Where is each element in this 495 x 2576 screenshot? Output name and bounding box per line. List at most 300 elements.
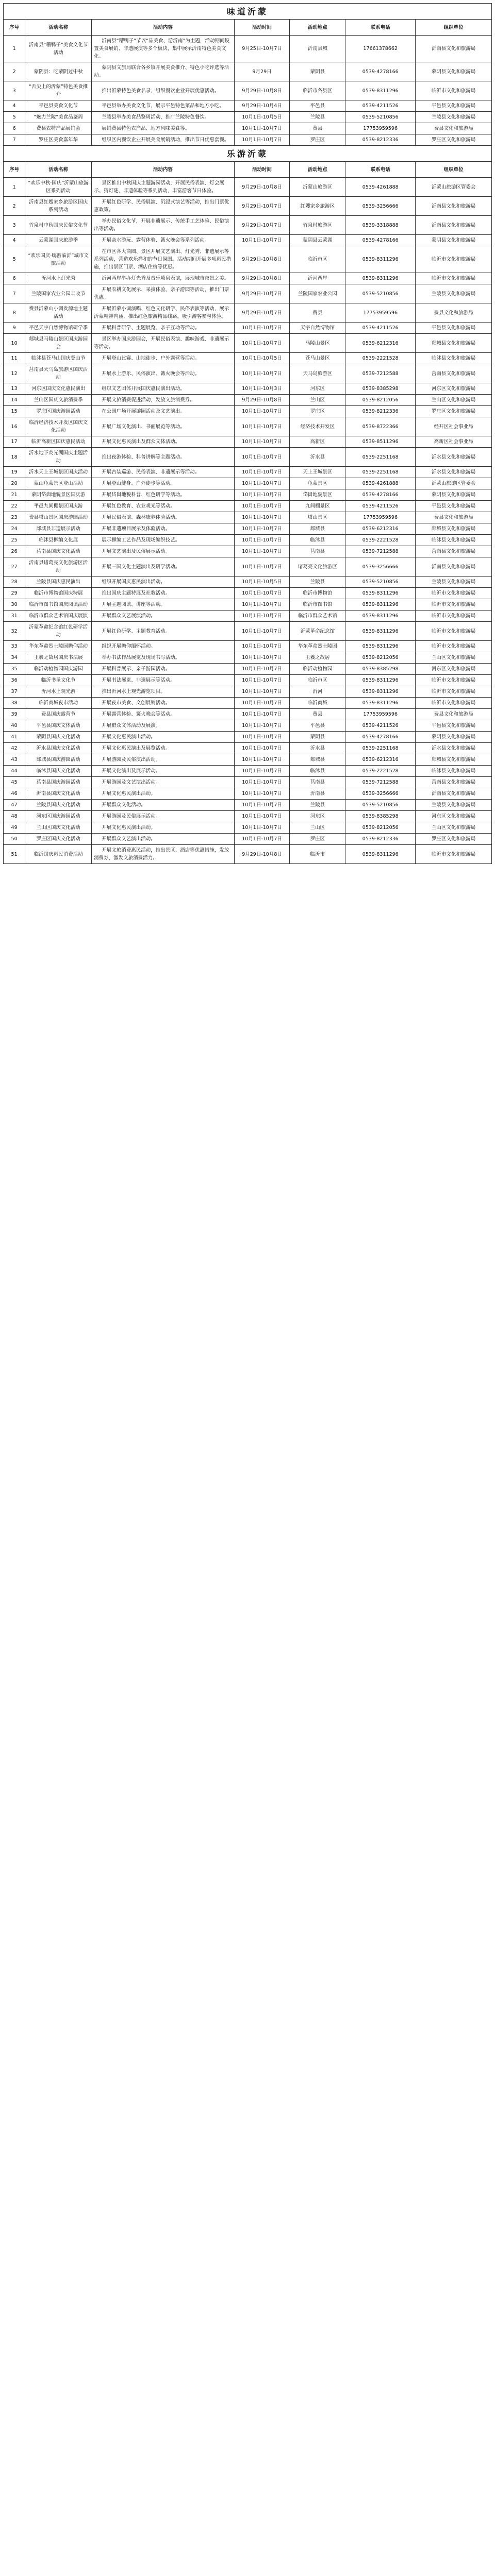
- activity-time: 10月1日-10月7日: [234, 557, 290, 577]
- organizer: 临沂市文化和旅游局: [416, 599, 492, 611]
- activity-content: 开展农耕文化展示、采摘体验、亲子游园等活动，推出门票优惠。: [92, 284, 235, 303]
- activity-content: 推出夜游体验、科普讲解等主题活动。: [92, 448, 235, 467]
- header-cell: 序号: [4, 162, 25, 178]
- contact-phone: 0539-8311296: [345, 675, 416, 686]
- organizer: 费县文化和旅游局: [416, 303, 492, 323]
- activity-content: 景区推出中秋国庆主题游园活动，开展民俗表演、灯会展示、猜灯谜、非遗体验等系列活动，丰富游客节日体验。: [92, 178, 235, 197]
- activity-content: 开展登山健身、户外徒步等活动。: [92, 478, 235, 489]
- activity-content: 开展红色研学、民俗展演、沉浸式演艺等活动，推出门票优惠政策。: [92, 197, 235, 216]
- activity-location: 马陵山景区: [290, 334, 345, 353]
- activity-time: 10月1日-10月7日: [234, 641, 290, 652]
- organizer: 平邑县文化和旅游局: [416, 501, 492, 512]
- organizer: 兰陵县文化和旅游局: [416, 284, 492, 303]
- row-number: 24: [4, 523, 25, 535]
- row-number: 44: [4, 766, 25, 777]
- activity-name: 沂水天上王城景区国庆活动: [25, 467, 92, 478]
- activity-name: 莒南县天马岛旅游区国庆活动: [25, 364, 92, 383]
- activity-location: 临沂市区: [290, 675, 345, 686]
- table-row: [4, 557, 492, 577]
- activity-time: 10月1日-10月7日: [234, 788, 290, 800]
- organizer: 罗庄区文化和旅游局: [416, 834, 492, 845]
- activity-content: 开展游园及民俗演出活动。: [92, 754, 235, 766]
- organizer: 沂南县文化和旅游局: [416, 216, 492, 235]
- table-row: [4, 273, 492, 284]
- table-row: [4, 100, 492, 112]
- organizer: 罗庄区文化和旅游局: [416, 134, 492, 146]
- activity-location: 沂南县城: [290, 36, 345, 62]
- activity-time: 10月1日-10月7日: [234, 686, 290, 698]
- row-number: 3: [4, 216, 25, 235]
- activity-content: 开展古装巡游、民俗表演、非遗展示等活动。: [92, 467, 235, 478]
- organizer: 兰山区文化和旅游局: [416, 652, 492, 664]
- header-cell: 活动名称: [25, 20, 92, 36]
- contact-phone: 0539-2251168: [345, 467, 416, 478]
- activity-name: “舌尖上的沂蒙”特色美食推介: [25, 81, 92, 100]
- activity-content: 开展游园及文艺演出活动。: [92, 777, 235, 788]
- activity-location: 郯城县: [290, 754, 345, 766]
- header-cell: 活动内容: [92, 20, 235, 36]
- activity-content: 组织文艺团体开展国庆惠民演出活动。: [92, 383, 235, 395]
- activity-content: 开展书法展览、非遗展示等活动。: [92, 675, 235, 686]
- organizer: 费县文化和旅游局: [416, 709, 492, 720]
- activity-location: 费县: [290, 123, 345, 134]
- contact-phone: 0539-5210856: [345, 284, 416, 303]
- activity-content: 平邑县举办美食文化节，展示平邑特色菜品和地方小吃。: [92, 100, 235, 112]
- organizer: 河东区文化和旅游局: [416, 664, 492, 675]
- activity-location: 罗庄区: [290, 134, 345, 146]
- activity-location: 临沂市图书馆: [290, 599, 345, 611]
- activity-name: 竹泉村中秋国庆民俗文化节: [25, 216, 92, 235]
- contact-phone: 0539-8311296: [345, 611, 416, 622]
- activity-location: 蒙阴县: [290, 62, 345, 81]
- header-cell: 活动地点: [290, 20, 345, 36]
- row-number: 2: [4, 62, 25, 81]
- organizer: 临沭县文化和旅游局: [416, 766, 492, 777]
- organizer: 郯城县文化和旅游局: [416, 523, 492, 535]
- activity-location: 红嫂家乡旅游区: [290, 197, 345, 216]
- organizer: 平邑县文化和旅游局: [416, 100, 492, 112]
- row-number: 7: [4, 284, 25, 303]
- contact-phone: 0539-8212056: [345, 395, 416, 406]
- table-row: [4, 197, 492, 216]
- activity-location: 罗庄区: [290, 834, 345, 845]
- contact-phone: 0539-8212336: [345, 834, 416, 845]
- activity-name: 费县塔山景区国庆游园活动: [25, 512, 92, 523]
- table-row: [4, 641, 492, 652]
- table-row: [4, 178, 492, 197]
- activity-time: 10月1日-10月7日: [234, 546, 290, 557]
- activity-location: 费县: [290, 303, 345, 323]
- table-row: [4, 436, 492, 448]
- organizer: 兰山区文化和旅游局: [416, 822, 492, 834]
- row-number: 41: [4, 732, 25, 743]
- activity-time: 10月1日-10月7日: [234, 675, 290, 686]
- contact-phone: 0539-4211526: [345, 720, 416, 732]
- row-number: 8: [4, 303, 25, 323]
- activity-location: 沂蒙革命纪念馆: [290, 622, 345, 641]
- row-number: 20: [4, 478, 25, 489]
- table-row: [4, 686, 492, 698]
- activity-name: 兰山区国庆文化活动: [25, 822, 92, 834]
- row-number: 17: [4, 436, 25, 448]
- activity-location: 临沂市: [290, 845, 345, 864]
- activity-content: 开展非遗项目展示及体验活动。: [92, 523, 235, 535]
- table-row: [4, 303, 492, 323]
- section-table-food: [3, 3, 492, 146]
- contact-phone: 0539-8385298: [345, 664, 416, 675]
- activity-content: 开展岱崮地貌科普、红色研学等活动。: [92, 489, 235, 501]
- activity-location: 临沂商城: [290, 698, 345, 709]
- activity-time: 9月29日-10月8日: [234, 246, 290, 273]
- activity-location: 临沂市博物馆: [290, 588, 345, 599]
- activity-content: 开展游园及民俗展示活动。: [92, 811, 235, 822]
- table-row: [4, 800, 492, 811]
- activity-time: 10月1日-10月7日: [234, 364, 290, 383]
- activity-content: 开展群众文艺演出活动。: [92, 834, 235, 845]
- table-row: [4, 512, 492, 523]
- organizer: 沂水县文化和旅游局: [416, 467, 492, 478]
- row-number: 29: [4, 588, 25, 599]
- activity-content: 组织区内餐饮企业开展美食展销活动，推出节日优惠套餐。: [92, 134, 235, 146]
- activity-content: 举办民俗文化节，开展非遗展示、传统手工艺体验、民俗演出等活动。: [92, 216, 235, 235]
- activity-location: 罗庄区: [290, 406, 345, 417]
- table-row: [4, 675, 492, 686]
- activity-time: 10月1日-10月7日: [234, 406, 290, 417]
- activity-name: 费县农特产品展销会: [25, 123, 92, 134]
- organizer: 临沂市文化和旅游局: [416, 611, 492, 622]
- activity-location: 临沂市区: [290, 246, 345, 273]
- activity-content: 开展露营体验、篝火晚会等活动。: [92, 709, 235, 720]
- activity-time: 10月1日-10月7日: [234, 134, 290, 146]
- activity-content: 开展文化惠民演出活动。: [92, 732, 235, 743]
- activity-name: “欢乐中秋·国庆”沂蒙山旅游区系列活动: [25, 178, 92, 197]
- row-number: 27: [4, 557, 25, 577]
- activity-name: 沂水地下荧光湖国庆主题活动: [25, 448, 92, 467]
- contact-phone: 0539-8212056: [345, 652, 416, 664]
- table-row: [4, 112, 492, 123]
- activity-name: 临沂高新区国庆惠民活动: [25, 436, 92, 448]
- table-row: [4, 36, 492, 62]
- organizer: 沂蒙山旅游区管委会: [416, 478, 492, 489]
- contact-phone: 0539-4278166: [345, 732, 416, 743]
- activity-name: 蒙阴县国庆文化活动: [25, 732, 92, 743]
- organizer: 莒南县文化和旅游局: [416, 777, 492, 788]
- row-number: 38: [4, 698, 25, 709]
- organizer: 临沂市文化和旅游局: [416, 622, 492, 641]
- activity-name: 沂河水上观光游: [25, 686, 92, 698]
- table-row: [4, 766, 492, 777]
- row-number: 5: [4, 246, 25, 273]
- activity-time: 10月1日-10月7日: [234, 709, 290, 720]
- activity-time: 10月1日-10月7日: [234, 588, 290, 599]
- activity-content: 沂南县“糟鸭子”节以“品美食、游沂南”为主题，活动期间设置美食展销、非遗展演等多个板块，集中展示沂南特色美食文化。: [92, 36, 235, 62]
- activity-name: 蒙阴岱崮地貌景区国庆游: [25, 489, 92, 501]
- section-title: 乐游沂蒙: [4, 146, 492, 162]
- activity-name: 临沭县国庆文化活动: [25, 766, 92, 777]
- activity-name: 临沂动植物园国庆游园: [25, 664, 92, 675]
- row-number: 14: [4, 395, 25, 406]
- activity-time: 10月1日-10月7日: [234, 822, 290, 834]
- activity-content: 开展科普研学、主题展览、亲子互动等活动。: [92, 323, 235, 334]
- table-row: [4, 478, 492, 489]
- table-row: [4, 467, 492, 478]
- activity-location: 郯城县: [290, 523, 345, 535]
- organizer: 平邑县文化和旅游局: [416, 720, 492, 732]
- activity-content: 开展沂蒙小调演唱、红色文化研学、民俗表演等活动，展示沂蒙精神内涵，推出红色旅游精品线路，吸引游客参与体验。: [92, 303, 235, 323]
- activity-name: 平邑天宇自然博物馆研学季: [25, 323, 92, 334]
- row-number: 18: [4, 448, 25, 467]
- contact-phone: 0539-8212056: [345, 822, 416, 834]
- table-row: [4, 732, 492, 743]
- contact-phone: 0539-4278166: [345, 62, 416, 81]
- row-number: 3: [4, 81, 25, 100]
- contact-phone: 0539-6212316: [345, 523, 416, 535]
- activity-time: 9月29日: [234, 62, 290, 81]
- activity-time: 10月1日-10月7日: [234, 834, 290, 845]
- activity-name: 罗庄区美食嘉年华: [25, 134, 92, 146]
- row-number: 7: [4, 134, 25, 146]
- table-row: [4, 834, 492, 845]
- contact-phone: 0539-8212336: [345, 134, 416, 146]
- organizer: 莒南县文化和旅游局: [416, 546, 492, 557]
- activity-content: 开展广场文化演出、书画展览等活动。: [92, 417, 235, 436]
- organizer: 临沂市文化和旅游局: [416, 81, 492, 100]
- activity-name: 沂水县国庆文化活动: [25, 743, 92, 754]
- activity-location: 九间棚景区: [290, 501, 345, 512]
- row-number: 36: [4, 675, 25, 686]
- contact-phone: 0539-3256666: [345, 788, 416, 800]
- row-number: 22: [4, 501, 25, 512]
- organizer: 郯城县文化和旅游局: [416, 334, 492, 353]
- table-row: [4, 406, 492, 417]
- table-row: [4, 743, 492, 754]
- activity-time: 10月1日-10月7日: [234, 512, 290, 523]
- row-number: 11: [4, 353, 25, 364]
- activity-time: 10月1日-10月7日: [234, 754, 290, 766]
- activity-name: 罗庄区国庆文化活动: [25, 834, 92, 845]
- activity-time: 9月29日-10月7日: [234, 284, 290, 303]
- row-number: 33: [4, 641, 25, 652]
- organizer: 沂南县文化和旅游局: [416, 36, 492, 62]
- activity-location: 河东区: [290, 383, 345, 395]
- contact-phone: 0539-8311296: [345, 641, 416, 652]
- table-row: [4, 323, 492, 334]
- activity-location: 天宇自然博物馆: [290, 323, 345, 334]
- activity-content: 开展群众文体活动及展演。: [92, 720, 235, 732]
- organizer: 费县文化和旅游局: [416, 512, 492, 523]
- activity-content: 开展红色教育、农业观光等活动。: [92, 501, 235, 512]
- organizer: 经开区社会事业局: [416, 417, 492, 436]
- activity-time: 10月1日-10月5日: [234, 577, 290, 588]
- activity-time: 10月1日-10月7日: [234, 235, 290, 246]
- activity-time: 10月1日-10月3日: [234, 383, 290, 395]
- table-row: [4, 134, 492, 146]
- row-number: 5: [4, 112, 25, 123]
- organizer: 临沂市文化和旅游局: [416, 641, 492, 652]
- activity-name: 云蒙湖国庆旅游季: [25, 235, 92, 246]
- row-number: 10: [4, 334, 25, 353]
- header-row: [4, 20, 492, 36]
- activity-location: 高新区: [290, 436, 345, 448]
- activity-location: 临沭县: [290, 535, 345, 546]
- contact-phone: 0539-8311296: [345, 588, 416, 599]
- activity-time: 10月1日-10月7日: [234, 599, 290, 611]
- table-row: [4, 622, 492, 641]
- activity-name: 费县国庆露营节: [25, 709, 92, 720]
- activity-time: 10月1日-10月7日: [234, 501, 290, 512]
- row-number: 4: [4, 100, 25, 112]
- activity-name: 费县沂蒙山小调发源地主题活动: [25, 303, 92, 323]
- activity-name: 河东区国庆文化惠民演出: [25, 383, 92, 395]
- row-number: 43: [4, 754, 25, 766]
- activity-location: 天马岛旅游区: [290, 364, 345, 383]
- row-number: 34: [4, 652, 25, 664]
- activity-name: 兰陵县国庆惠民演出: [25, 577, 92, 588]
- organizer: 蒙阴县文化和旅游局: [416, 62, 492, 81]
- row-number: 21: [4, 489, 25, 501]
- organizer: 临沂市文化和旅游局: [416, 698, 492, 709]
- table-row: [4, 546, 492, 557]
- organizer: 莒南县文化和旅游局: [416, 364, 492, 383]
- row-number: 32: [4, 622, 25, 641]
- contact-phone: 0539-4211526: [345, 501, 416, 512]
- activity-location: 兰山区: [290, 822, 345, 834]
- table-row: [4, 754, 492, 766]
- row-number: 46: [4, 788, 25, 800]
- table-row: [4, 417, 492, 436]
- activity-time: 10月1日-10月7日: [234, 777, 290, 788]
- activity-content: 推出沂河水上观光游览项目。: [92, 686, 235, 698]
- row-number: 6: [4, 273, 25, 284]
- row-number: 47: [4, 800, 25, 811]
- table-row: [4, 81, 492, 100]
- activity-time: 9月29日-10月8日: [234, 845, 290, 864]
- table-row: [4, 284, 492, 303]
- activity-location: 塔山景区: [290, 512, 345, 523]
- activity-name: 沂南县“糟鸭子”美食文化节活动: [25, 36, 92, 62]
- activity-time: 9月29日-10月7日: [234, 197, 290, 216]
- contact-phone: 0539-8311296: [345, 599, 416, 611]
- activity-name: 蒙阴县：吃蒙阴过中秋: [25, 62, 92, 81]
- organizer: 沂水县文化和旅游局: [416, 448, 492, 467]
- activity-time: 9月25日-10月7日: [234, 36, 290, 62]
- activity-time: 10月1日-10月7日: [234, 652, 290, 664]
- activity-content: 开展文化惠民演出活动。: [92, 822, 235, 834]
- activity-time: 10月1日-10月7日: [234, 811, 290, 822]
- activity-location: 天上王城景区: [290, 467, 345, 478]
- contact-phone: 0539-4261888: [345, 178, 416, 197]
- contact-phone: 0539-2251168: [345, 743, 416, 754]
- header-cell: 活动名称: [25, 162, 92, 178]
- contact-phone: 0539-5210856: [345, 577, 416, 588]
- activity-location: 平邑县: [290, 720, 345, 732]
- contact-phone: 17661378662: [345, 36, 416, 62]
- activity-location: 兰山区: [290, 395, 345, 406]
- activity-content: 开展文艺演出及民俗展示活动。: [92, 546, 235, 557]
- organizer: 临沂市文化和旅游局: [416, 845, 492, 864]
- activity-name: 罗庄区国庆游园活动: [25, 406, 92, 417]
- activity-location: 平邑县: [290, 100, 345, 112]
- row-number: 1: [4, 178, 25, 197]
- activity-location: 龟蒙景区: [290, 478, 345, 489]
- row-number: 4: [4, 235, 25, 246]
- table-row: [4, 588, 492, 599]
- organizer: 高新区社会事业局: [416, 436, 492, 448]
- contact-phone: 0539-2221528: [345, 353, 416, 364]
- activity-name: 郯城县国庆游园活动: [25, 754, 92, 766]
- table-row: [4, 364, 492, 383]
- activity-location: 临沂动植物园: [290, 664, 345, 675]
- activity-location: 临沂市各县区: [290, 81, 345, 100]
- activity-name: 沂南县诸葛亮文化旅游区活动: [25, 557, 92, 577]
- contact-phone: 0539-7212588: [345, 777, 416, 788]
- header-cell: 活动内容: [92, 162, 235, 178]
- organizer: 临沂市文化和旅游局: [416, 686, 492, 698]
- contact-phone: 0539-8385298: [345, 383, 416, 395]
- organizer: 临沂市文化和旅游局: [416, 273, 492, 284]
- organizer: 兰陵县文化和旅游局: [416, 800, 492, 811]
- contact-phone: 0539-4278166: [345, 489, 416, 501]
- activity-time: 10月1日-10月7日: [234, 334, 290, 353]
- activity-name: 兰陵国家农业公园丰收节: [25, 284, 92, 303]
- activity-name: 沂南县国庆文化活动: [25, 788, 92, 800]
- activity-name: 平邑县国庆文体活动: [25, 720, 92, 732]
- table-row: [4, 845, 492, 864]
- activity-content: 开展民俗表演、森林康养体验活动。: [92, 512, 235, 523]
- table-row: [4, 246, 492, 273]
- row-number: 51: [4, 845, 25, 864]
- table-row: [4, 822, 492, 834]
- header-cell: 活动时间: [234, 20, 290, 36]
- activity-name: 莒南县国庆游园活动: [25, 777, 92, 788]
- contact-phone: 0539-8311296: [345, 622, 416, 641]
- organizer: 临沂市文化和旅游局: [416, 675, 492, 686]
- contact-phone: 0539-8385298: [345, 811, 416, 822]
- organizer: 郯城县文化和旅游局: [416, 754, 492, 766]
- activity-location: 临沂市群众艺术馆: [290, 611, 345, 622]
- row-number: 13: [4, 383, 25, 395]
- activity-name: 华东革命烈士陵园瞻仰活动: [25, 641, 92, 652]
- activity-name: 临沂市图书馆国庆阅读活动: [25, 599, 92, 611]
- activity-location: 费县: [290, 709, 345, 720]
- activity-time: 10月1日-10月5日: [234, 112, 290, 123]
- header-cell: 联系电话: [345, 20, 416, 36]
- row-number: 9: [4, 323, 25, 334]
- activity-name: 临沂商城夜市活动: [25, 698, 92, 709]
- table-row: [4, 216, 492, 235]
- table-row: [4, 123, 492, 134]
- activity-name: 蒙山龟蒙景区登山活动: [25, 478, 92, 489]
- table-row: [4, 698, 492, 709]
- activity-time: 9月29日-10月8日: [234, 81, 290, 100]
- activity-time: 10月1日-10月7日: [234, 743, 290, 754]
- activity-content: 展销费县特色农产品、地方风味美食等。: [92, 123, 235, 134]
- organizer: 沂南县文化和旅游局: [416, 557, 492, 577]
- contact-phone: 0539-6212316: [345, 754, 416, 766]
- organizer: 平邑县文化和旅游局: [416, 323, 492, 334]
- organizer: 临沂市文化和旅游局: [416, 246, 492, 273]
- header-cell: 序号: [4, 20, 25, 36]
- activity-time: 10月1日-10月7日: [234, 323, 290, 334]
- organizer: 罗庄区文化和旅游局: [416, 406, 492, 417]
- row-number: 48: [4, 811, 25, 822]
- activity-time: 10月1日-10月7日: [234, 448, 290, 467]
- activity-location: 沂水县: [290, 743, 345, 754]
- organizer: 临沭县文化和旅游局: [416, 535, 492, 546]
- activity-location: 诸葛亮文化旅游区: [290, 557, 345, 577]
- activity-location: 华东革命烈士陵园: [290, 641, 345, 652]
- activity-content: 组织开展国庆惠民演出活动。: [92, 577, 235, 588]
